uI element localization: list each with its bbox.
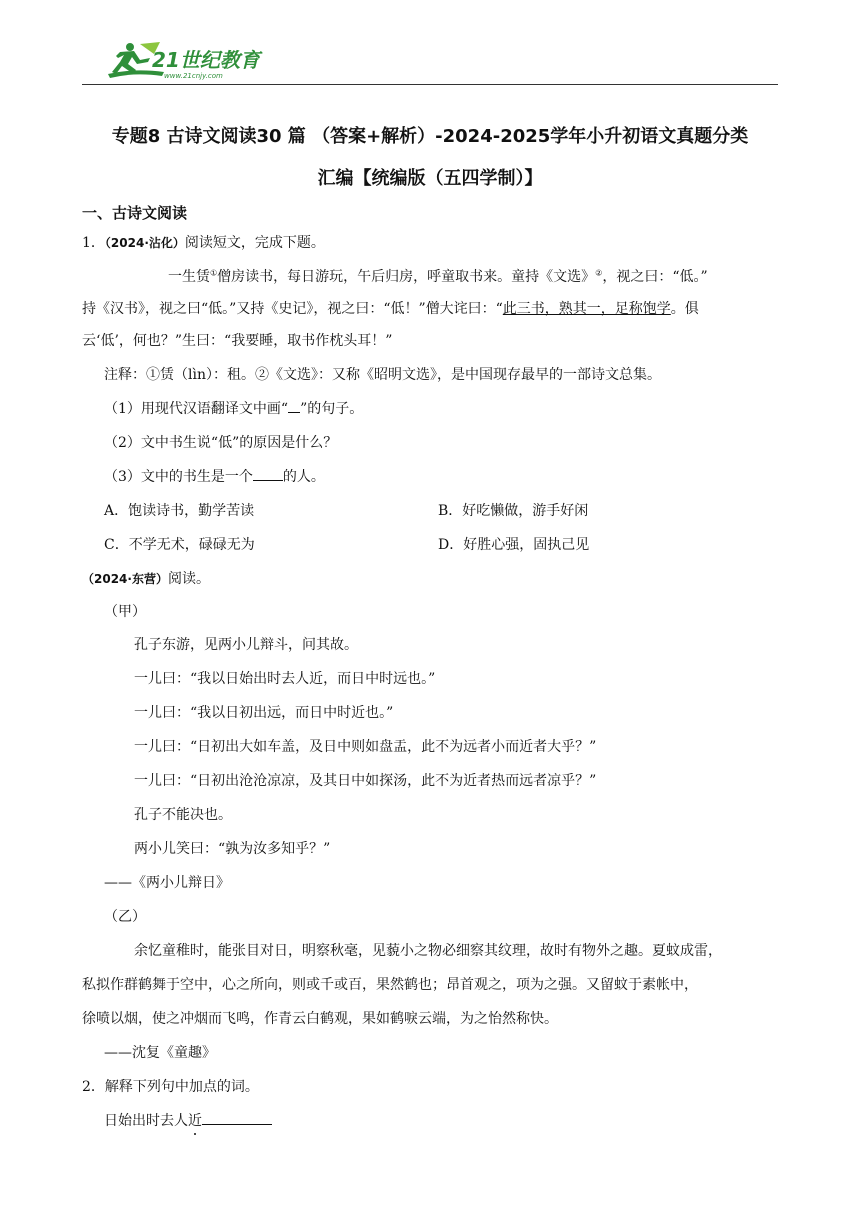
passage-yi-line: 余忆童稚时，能张目对日，明察秋毫，见藐小之物必细察其纹理，故时有物外之趣。夏蚊成雷，: [134, 943, 722, 959]
q2-item1: [104, 1110, 272, 1130]
passage-text: 僧房读书，每日游玩，午后归房，呼童取书来。童持《文选》: [217, 269, 596, 285]
site-logo: [104, 38, 274, 82]
passage-jia-line: 两小儿笑曰：“孰为汝多知乎？”: [134, 841, 331, 857]
passage-yi-label: （乙）: [104, 909, 146, 925]
q1-number: 1．: [82, 235, 105, 251]
q1-instruction: 阅读短文，完成下题。: [184, 235, 325, 251]
passage-text: 。俱: [670, 301, 699, 317]
option-a[interactable]: A．饱读诗书，勤学苦读: [104, 503, 255, 519]
q2-question: [82, 1076, 259, 1096]
header-rule: [82, 84, 778, 85]
logo-text: 21世纪教育: [152, 48, 260, 72]
q1-note: 注释：①赁（lìn）：租。②《文选》：又称《昭明文选》，是中国现存最早的一部诗文总集。: [104, 367, 661, 383]
passage-jia-line: 一儿曰：“我以日初出远，而日中时近也。”: [134, 705, 394, 721]
question-text: （3）文中的书生是一个: [104, 469, 253, 485]
question-text: （1）用现代汉语翻译文中画“: [104, 401, 289, 417]
document-title-line2: 汇编【统编版（五四学制）】: [317, 168, 543, 189]
passage-jia-line: 孔子不能决也。: [134, 807, 232, 823]
q2-intro: [82, 568, 210, 588]
underlined-sentence: 此三书，熟其一，足称饱学: [502, 301, 671, 317]
q2-instruction: 阅读。: [167, 571, 210, 587]
q1-intro: [82, 232, 325, 252]
passage-text: 持《汉书》，视之曰“低。”又持《史记》，视之曰：“低！”僧大诧曰：“: [82, 301, 503, 317]
q1-sub3: [104, 466, 325, 486]
q1-passage-line2: [82, 298, 699, 318]
passage-jia-line: 孔子东游，见两小儿辩斗，问其故。: [134, 637, 358, 653]
q1-passage-line1: [168, 266, 708, 286]
option-c[interactable]: C．不学无术，碌碌无为: [104, 537, 255, 553]
passage-jia-label: （甲）: [104, 604, 146, 620]
passage-jia-line: 一儿曰：“日初出大如车盖，及日中则如盘盂，此不为远者小而近者大乎？”: [134, 739, 597, 755]
q2-question-text: 解释下列句中加点的词。: [104, 1079, 259, 1095]
passage-jia-line: 一儿曰：“我以日始出时去人近，而日中时远也。”: [134, 671, 436, 687]
passage-yi-line: 私拟作群鹤舞于空中，心之所向，则或千或百，果然鹤也；昂首观之，项为之强。又留蚊于素帐中，: [82, 977, 698, 993]
underline-sample: [288, 400, 300, 413]
q1-sub2: （2）文中书生说“低”的原因是什么？: [104, 435, 338, 451]
answer-blank[interactable]: [253, 468, 283, 481]
question-text: ”的句子。: [300, 401, 364, 417]
passage-jia-line: 一儿曰：“日初出沧沧凉凉，及其日中如探汤，此不为近者热而远者凉乎？”: [134, 773, 597, 789]
q1-passage-line3: 云‘低’，何也？”生曰：“我要睡，取书作枕头耳！”: [82, 333, 393, 349]
item-text: 日始出时去人: [104, 1113, 188, 1129]
passage-yi-line: 徐喷以烟，使之冲烟而飞鸣，作青云白鹤观，果如鹤唳云端，为之怡然称快。: [82, 1011, 558, 1027]
q1-sub1: [104, 398, 363, 418]
passage-text: 一生赁: [168, 269, 210, 285]
passage-jia-source: ——《两小儿辩日》: [104, 875, 230, 891]
q2-source: （2024·东营）: [82, 572, 168, 586]
passage-text: ，视之曰：“低。”: [602, 269, 708, 285]
passage-yi-source: ——沈复《童趣》: [104, 1045, 216, 1061]
option-b[interactable]: B．好吃懒做，游手好闲: [438, 503, 589, 519]
question-text: 的人。: [282, 469, 325, 485]
q1-source: （2024·沾化）: [104, 236, 185, 250]
section-heading: 一、古诗文阅读: [82, 204, 188, 222]
dotted-word: 近: [188, 1110, 202, 1130]
option-d[interactable]: D．好胜心强，固执己见: [438, 537, 590, 553]
answer-blank[interactable]: [202, 1112, 272, 1125]
footnote-mark: ①: [210, 268, 218, 278]
logo-url: www.21cnjy.com: [164, 72, 223, 80]
footnote-mark: ②: [595, 268, 603, 278]
document-title-line1: 专题8 古诗文阅读30 篇 （答案+解析）-2024-2025学年小升初语文真题分类: [111, 126, 749, 147]
q2-number: 2．: [82, 1079, 105, 1095]
